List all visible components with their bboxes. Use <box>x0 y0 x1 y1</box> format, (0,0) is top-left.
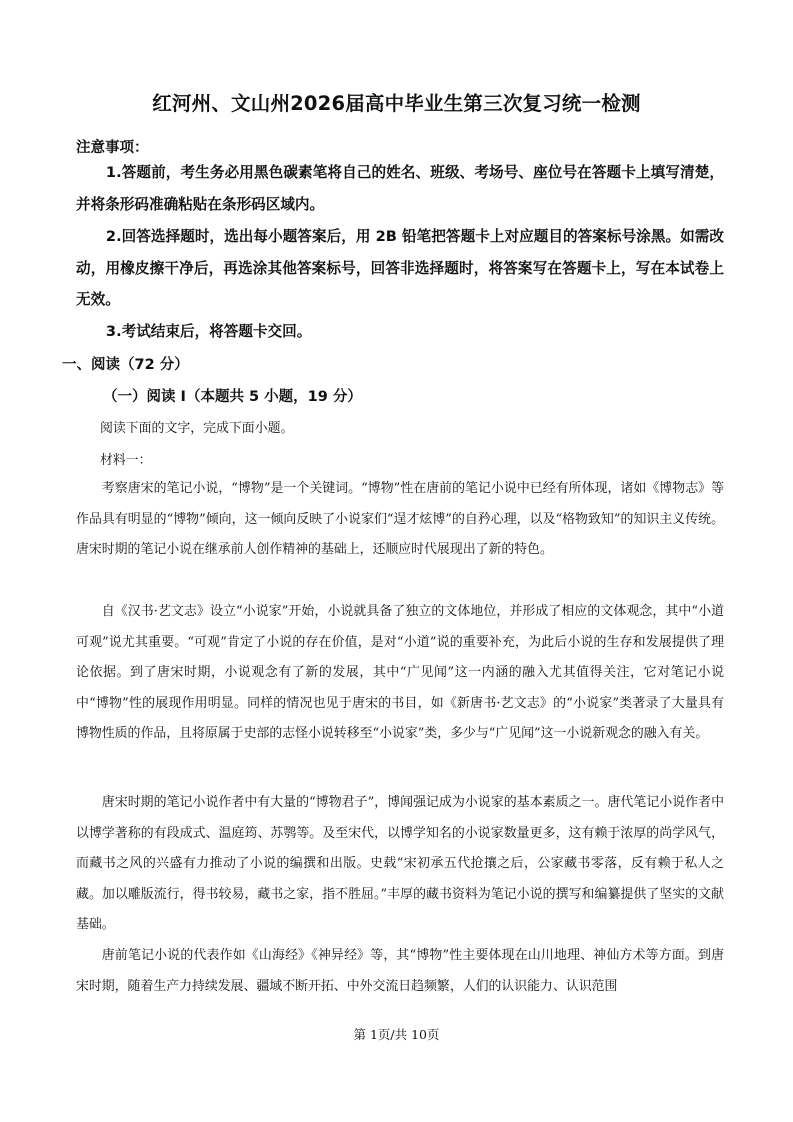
subsection-heading: （一）阅读 I（本题共 5 小题，19 分） <box>103 389 362 405</box>
notice-heading: 注意事项： <box>76 140 149 156</box>
page-footer: 第 1页/共 10页 <box>353 1027 440 1042</box>
notice-item-2: 2.回答选择题时，选出每小题答案后，用 2B 铅笔把答题卡上对应题目的答案标号涂黑。如需改动，用橡皮擦干净后，再选涂其他答案标号，回答非选择题时，将答案写在答题卡上，写在本试卷上无效。 <box>76 228 724 308</box>
paragraph-3: 唐宋时期的笔记小说作者中有大量的“博物君子”，博闻强记成为小说家的基本素质之一。唐代笔记小说作者中以博学著称的有段成式、温庭筠、苏鹗等。及至宋代，以博学知名的小说家数量更多，这有赖于浓厚的尚学风气，而藏书之风的兴盛有力推动了小说的编撰和出版。史载“宋初承五代抢攘之后，公家藏书零落，反有赖于私人之藏。加以雕版流行，得书较易，藏书之家，指不胜屈。”丰厚的藏书资料为笔记小说的撰写和编纂提供了坚实的文献基础。 <box>76 795 724 932</box>
reading-instruction: 阅读下面的文字，完成下面小题。 <box>100 421 294 436</box>
paragraph-2: 自《汉书·艺文志》设立“小说家”开始，小说就具备了独立的文体地位，并形成了相应的文体观念，其中“小道可观”说尤其重要。“可观”肯定了小说的存在价值，是对“小道”说的重要补充，为此后小说的生存和发展提供了理论依据。到了唐宋时期，小说观念有了新的发展，其中“广见闻”这一内涵的融入尤其值得关注，它对笔记小说中“博物”性的展现作用明显。同样的情况也见于唐宋的书目，如《新唐书·艺文志》的“小说家”类著录了大量具有博物性质的作品，且将原属于史部的志怪小说转移至“小说家”类，多少与“广见闻”这一小说新观念的融入有关。 <box>76 604 724 741</box>
material-label: 材料一： <box>100 453 152 468</box>
paragraph-1: 考察唐宋的笔记小说，“博物”是一个关键词。“博物”性在唐前的笔记小说中已经有所体现，诸如《博物志》等作品具有明显的“博物”倾向，这一倾向反映了小说家们“逞才炫博”的自矜心理，以及“格物致知”的知识主义传统。唐宋时期的笔记小说在继承前人创作精神的基础上，还顺应时代展现出了新的特色。 <box>76 481 724 557</box>
section-heading: 一、阅读（72 分） <box>62 357 189 373</box>
exam-title: 红河州、文山州2026届高中毕业生第三次复习统一检测 <box>152 92 641 115</box>
paragraph-4: 唐前笔记小说的代表作如《山海经》《神异经》等，其“博物”性主要体现在山川地理、神仙方术等方面。到唐宋时期，随着生产力持续发展、疆域不断开拓、中外交流日趋频繁，人们的认识能力、认识范围 <box>76 948 724 994</box>
notice-item-3: 3.考试结束后，将答题卡交回。 <box>105 323 312 340</box>
notice-item-1: 1.答题前，考生务必用黑色碳素笔将自己的姓名、班级、考场号、座位号在答题卡上填写清楚，并将条形码准确粘贴在条形码区域内。 <box>76 164 724 213</box>
